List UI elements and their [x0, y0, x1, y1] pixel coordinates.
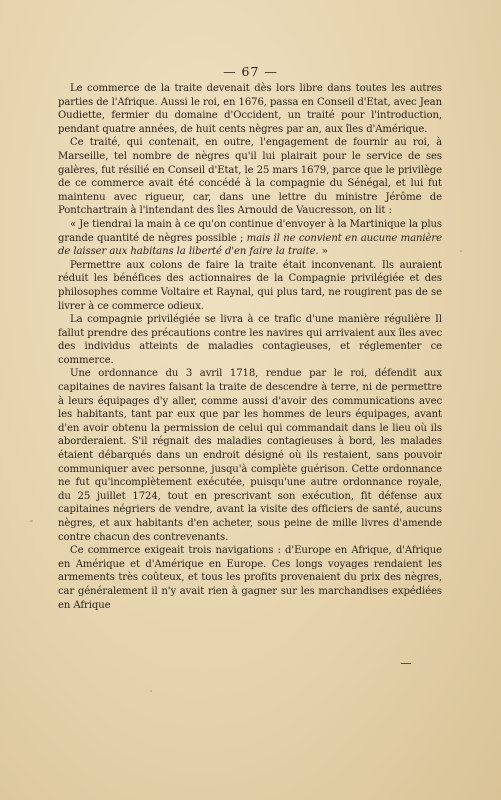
quote-close: »	[318, 246, 328, 258]
quotation	[58, 218, 442, 259]
body-text	[58, 82, 442, 612]
paragraph: Permettre aux colons de faire la traite était inconvenant. Ils auraient réduit les bénéfices des actionnaires de la Compagnie privilégiée et des philosophes comme Voltaire et Raynal, qui plus tard, ne rougirent pas de se livrer à ce commerce odieux.	[58, 259, 442, 312]
margin-mark	[401, 663, 411, 664]
paragraph: Le commerce de la traite devenait dès lors libre dans toutes les autres parties de l'Afrique. Aussi le roi, en 1676, passa en Conseil d'Etat, avec Jean Oudiette, fermier du domaine d'Occident, un traité pour l'introduction, pendant quatre années, de huit cents nègres par an, aux îles d'Amérique.	[58, 83, 442, 135]
page-number: — 67 —	[223, 64, 278, 79]
paragraph: Ce traité, qui contenait, en outre, l'engagement de fournir au roi, à Marseille, tel nombre de nègres qu'il lui plairait pour le service de ses galères, fut résilié en Conseil d'Etat, le 25 mars 1679, parce que le privilège de ce commerce avait été concédé à la compagnie du Sénégal, et lui fut maintenu avec rigueur, car, dans une lettre du ministre Jérôme de Pontchartrain à l'intendant des îles Arnould de Vaucresson, on lit :	[58, 137, 442, 217]
paper-speck	[150, 690, 152, 692]
paragraph: Une ordonnance du 3 avril 1718, rendue par le roi, défendit aux capitaines de navires faisant la traite de descendre à terre, ni de permettre à leurs équipages d'y aller, comme aussi d'avoir des communications avec les habitants, tant par eux que par les hommes de leurs équipages, avant d'en avoir obtenu la permission de celui qui commandait dans le lieu où ils aborderaient. S'il régnait des maladies contagieuses à bord, les malades étaient débarqués dans un endroit désigné où ils restaient, sans pouvoir communiquer avec personne, jusqu'à complète guérison. Cette ordonnance ne fut qu'incomplètement exécutée, puisqu'une autre ordonnance royale, du 25 juillet 1724, tout en prescrivant son exécution, fit défense aux capitaines négriers de vendre, avant la visite des officiers de santé, aucuns nègres, et aux habitants d'en acheter, sous peine de mille livres d'amende contre chacun des contrevenants.	[58, 368, 442, 543]
quote-italic-text: mais il ne convient en aucune manière de laisser aux habitans la liberté d'en faire la traite.	[58, 232, 442, 258]
quote-text: « Je tiendrai la main à ce qu'on continue d'envoyer à la Martinique la plus grande quantité de nègres possible ;	[58, 218, 442, 244]
paragraph: La compagnie privilégiée se livra à ce trafic d'une manière régulière Il fallut prendre des précautions contre les navires qui arrivaient aux îles avec des individus atteints de maladies contagieuses, et réglementer ce commerce.	[58, 314, 442, 366]
paragraph: Ce commerce exigeait trois navigations : d'Europe en Afrique, d'Afrique en Amérique et d'Amérique en Europe. Ces longs voyages rendaient les armements très coûteux, et tous les profits provenaient du prix des nègres, car généralement il n'y avait rien à gagner sur les marchandises expédiées en Afrique	[58, 545, 442, 611]
paper-speck	[460, 250, 462, 252]
paper-speck	[30, 520, 33, 522]
